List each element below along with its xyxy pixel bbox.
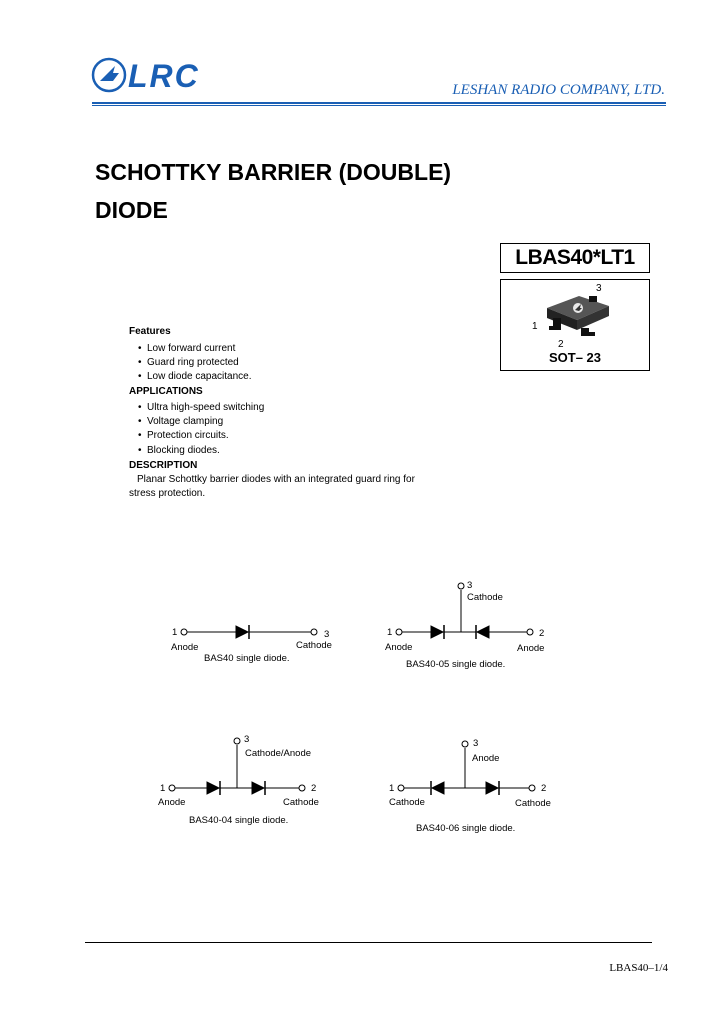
description-text-line2: stress protection. <box>129 488 206 499</box>
bas40-05-pin2-label: Anode <box>517 643 545 654</box>
list-item: • Guard ring protected <box>138 357 239 368</box>
description-heading: DESCRIPTION <box>129 460 198 471</box>
package-box <box>500 279 650 371</box>
bas40-pin3-number: 3 <box>324 629 330 640</box>
header-divider-thin <box>92 105 666 106</box>
page-title-line2: DIODE <box>95 197 168 223</box>
bas40-06-pin1-number: 1 <box>389 783 395 794</box>
bas40-caption: BAS40 single diode. <box>204 653 290 664</box>
list-item: • Low forward current <box>138 343 236 354</box>
company-name: LESHAN RADIO COMPANY, LTD. <box>452 82 665 98</box>
bas40-05-pin3-number: 3 <box>467 580 473 591</box>
bas40-06-pin2-number: 2 <box>541 783 547 794</box>
bas40-04-caption: BAS40-04 single diode. <box>189 815 289 826</box>
bas40-04-schematic <box>169 738 305 795</box>
bas40-pin3-label: Cathode <box>296 640 332 651</box>
bas40-04-pin2-label: Cathode <box>283 797 319 808</box>
list-item: • Blocking diodes. <box>138 445 220 456</box>
list-item: • Low diode capacitance. <box>138 371 252 382</box>
footer-divider <box>85 942 652 943</box>
bas40-04-pin1-label: Anode <box>158 797 186 808</box>
package-pin3-label: 3 <box>596 283 602 294</box>
package-name: SOT– 23 <box>548 350 602 365</box>
bas40-05-pin1-label: Anode <box>385 642 413 653</box>
bas40-04-pin1-number: 1 <box>160 783 166 794</box>
header-divider <box>92 102 666 104</box>
bas40-06-pin3-number: 3 <box>473 738 479 749</box>
bas40-06-pin3-label: Anode <box>472 753 500 764</box>
bas40-06-pin1-label: Cathode <box>389 797 425 808</box>
bas40-05-caption: BAS40-05 single diode. <box>406 659 506 670</box>
applications-heading: APPLICATIONS <box>129 386 203 397</box>
logo-text: LRC <box>128 58 200 94</box>
bas40-schematic <box>181 625 317 639</box>
bas40-pin1-number: 1 <box>172 627 178 638</box>
part-number-box: LBAS40*LT1 <box>500 243 650 273</box>
bas40-04-pin3-number: 3 <box>244 734 250 745</box>
bas40-05-pin3-label: Cathode <box>467 592 503 603</box>
description-text: Planar Schottky barrier diodes with an integrated guard ring for <box>137 474 415 485</box>
bas40-05-pin1-number: 1 <box>387 627 393 638</box>
lrc-logo-icon <box>91 57 127 93</box>
bas40-04-pin2-number: 2 <box>311 783 317 794</box>
bas40-05-pin2-number: 2 <box>539 628 545 639</box>
bas40-06-caption: BAS40-06 single diode. <box>416 823 516 834</box>
features-heading: Features <box>129 326 171 337</box>
bas40-04-pin3-label: Cathode/Anode <box>245 748 312 759</box>
page-title: SCHOTTKY BARRIER (DOUBLE) <box>95 159 452 185</box>
page-number: LBAS40–1/4 <box>609 962 668 974</box>
bas40-06-schematic <box>398 741 535 795</box>
list-item: • Ultra high-speed switching <box>138 402 265 413</box>
list-item: • Protection circuits. <box>138 430 229 441</box>
bas40-pin1-label: Anode <box>171 642 199 653</box>
bas40-06-pin2-label: Cathode <box>515 798 551 809</box>
bas40-05-schematic <box>396 583 533 639</box>
package-pin1-label: 1 <box>532 321 538 332</box>
circuit-diagrams <box>0 570 720 850</box>
package-pin2-label: 2 <box>558 339 564 350</box>
list-item: • Voltage clamping <box>138 416 224 427</box>
